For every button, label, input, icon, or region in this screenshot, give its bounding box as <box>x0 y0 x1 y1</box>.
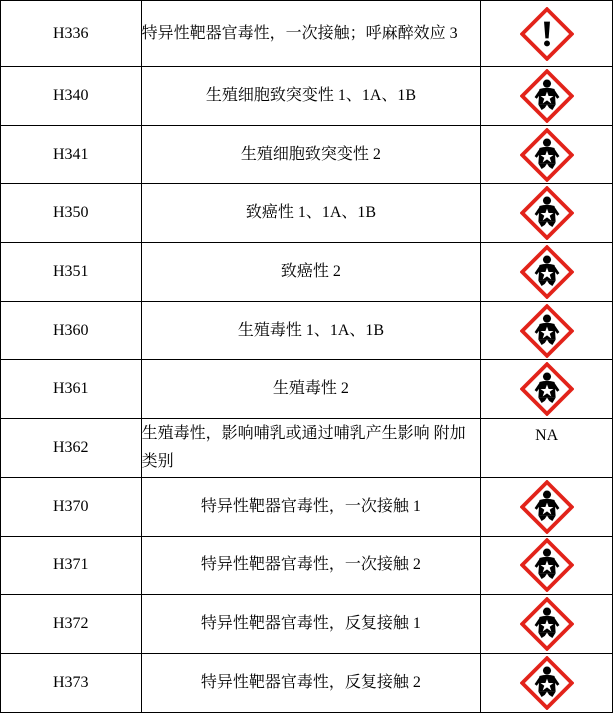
pictogram-cell <box>481 125 613 184</box>
pictogram-na: NA <box>481 419 613 478</box>
hazard-code: H371 <box>1 536 142 595</box>
hazard-code: H370 <box>1 477 142 536</box>
table-row <box>1 360 613 419</box>
hazard-code: H362 <box>1 419 142 478</box>
health-hazard-icon <box>520 69 574 123</box>
hazard-code: H341 <box>1 125 142 184</box>
hazard-code: H336 <box>1 1 142 67</box>
table-row <box>1 1 613 67</box>
hazard-code: H361 <box>1 360 142 419</box>
table-row <box>1 301 613 360</box>
pictogram-cell <box>481 67 613 126</box>
hazard-description: 特异性靶器官毒性，反复接触 2 <box>141 653 481 712</box>
hazard-description: 生殖毒性 2 <box>141 360 481 419</box>
pictogram-cell <box>481 184 613 243</box>
pictogram-cell <box>481 477 613 536</box>
table-row <box>1 184 613 243</box>
pictogram-cell <box>481 595 613 654</box>
hazard-code: H350 <box>1 184 142 243</box>
table-row <box>1 653 613 712</box>
hazard-code: H373 <box>1 653 142 712</box>
hazard-description: 致癌性 1、1A、1B <box>141 184 481 243</box>
table-row <box>1 595 613 654</box>
hazard-description: 生殖细胞致突变性 1、1A、1B <box>141 67 481 126</box>
pictogram-cell <box>481 243 613 302</box>
health-hazard-icon <box>520 304 574 358</box>
health-hazard-icon <box>520 186 574 240</box>
table-row <box>1 243 613 302</box>
table-row <box>1 477 613 536</box>
pictogram-cell <box>481 301 613 360</box>
hazard-code: H351 <box>1 243 142 302</box>
health-hazard-icon <box>520 597 574 651</box>
hazard-description: 生殖细胞致突变性 2 <box>141 125 481 184</box>
hazard-description: 致癌性 2 <box>141 243 481 302</box>
exclamation-mark-icon <box>520 7 574 61</box>
hazard-description: 生殖毒性，影响哺乳或通过哺乳产生影响 附加类别 <box>141 419 481 478</box>
health-hazard-icon <box>520 480 574 534</box>
health-hazard-icon <box>520 128 574 182</box>
table-row <box>1 419 613 478</box>
pictogram-cell <box>481 536 613 595</box>
hazard-code: H372 <box>1 595 142 654</box>
health-hazard-icon <box>520 245 574 299</box>
hazard-description: 特异性靶器官毒性，反复接触 1 <box>141 595 481 654</box>
hazard-description: 生殖毒性 1、1A、1B <box>141 301 481 360</box>
pictogram-cell <box>481 653 613 712</box>
hazard-description: 特异性靶器官毒性，一次接触 1 <box>141 477 481 536</box>
hazard-description: 特异性靶器官毒性，一次接触；呼麻醉效应 3 <box>141 1 481 67</box>
pictogram-cell <box>481 360 613 419</box>
pictogram-cell <box>481 1 613 67</box>
table-row <box>1 536 613 595</box>
table-row <box>1 67 613 126</box>
table-row <box>1 125 613 184</box>
hazard-description: 特异性靶器官毒性，一次接触 2 <box>141 536 481 595</box>
hazard-code: H360 <box>1 301 142 360</box>
health-hazard-icon <box>520 656 574 710</box>
hazard-code: H340 <box>1 67 142 126</box>
health-hazard-icon <box>520 538 574 592</box>
health-hazard-icon <box>520 362 574 416</box>
